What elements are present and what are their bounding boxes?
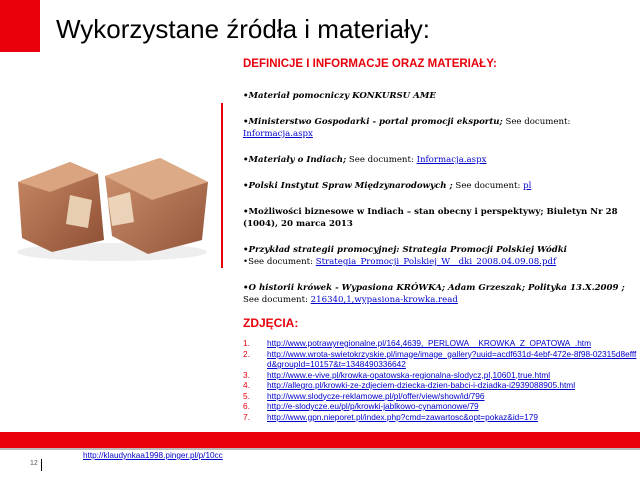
- list-item: [243, 380, 638, 391]
- list-item: [243, 370, 638, 381]
- entry-see-document: See document:: [502, 117, 571, 127]
- entry-text: •Materiał pomocniczy KONKURSU AME: [243, 91, 436, 101]
- entry-link[interactable]: 216340,1,wypasiona-krowka.read: [310, 295, 458, 305]
- page-number: 12: [30, 460, 38, 467]
- source-entry: [243, 206, 638, 230]
- source-entry: [243, 282, 638, 306]
- entry-link[interactable]: pl: [523, 181, 532, 191]
- list-item: [243, 349, 638, 370]
- list-item: [243, 401, 638, 412]
- entry-text: •Polski Instytut Spraw Międzynarodowych ;: [243, 181, 453, 191]
- photo-link[interactable]: http://allegro.pl/krowki-ze-zdjeciem-dziecka-dzien-babci-i-dziadka-i2939088905.html: [267, 380, 576, 390]
- footer-link[interactable]: http://klaudynkaa1998.pinger.pl/p/10cc: [83, 451, 223, 460]
- entry-text: •O historii krówek - Wypasiona KRÓWKA; Adam Grzeszak; Polityka 13.X.2009 ;: [243, 283, 625, 293]
- photo-link[interactable]: http://www.potrawyregionalne.pl/164,4639,_PERLOWA__KROWKA_Z_OPATOWA_.htm: [267, 338, 592, 348]
- entry-link[interactable]: Informacja.aspx: [243, 129, 313, 139]
- list-item: [243, 391, 638, 402]
- entry-see-document: See document:: [452, 181, 524, 191]
- photo-link[interactable]: http://www.e-vive.pl/krowka-opatowska-regionalna-slodycz,pl,10601,true.html: [267, 369, 551, 380]
- entry-link[interactable]: Informacja.aspx: [416, 155, 487, 165]
- entry-link[interactable]: Strategia_Promocji_Polskiej_W__dki_2008.04.09.08.pdf: [315, 257, 557, 267]
- list-number: 3.: [243, 369, 250, 380]
- list-item: [243, 412, 638, 423]
- entry-see-document: See document:: [243, 295, 311, 305]
- photos-title: ZDJĘCIA:: [243, 316, 299, 330]
- photo-link[interactable]: http://www.wrota-swietokrzyskie.pl/image/image_gallery?uuid=acdf631d-4ebf-472e-8f98-02315d8efffd&groupId=10157&t=1348490336642: [267, 348, 637, 369]
- entry-text: •Materiały o Indiach;: [243, 155, 347, 165]
- source-entry: [243, 154, 638, 166]
- list-number: 4.: [243, 380, 250, 390]
- entry-see-document: •See document:: [243, 257, 316, 267]
- vertical-divider: [221, 103, 223, 268]
- entry-text: •Możliwości biznesowe w Indiach – stan obecny i perspektywy; Biuletyn Nr 28 (1004), 20 marca 2013: [243, 207, 618, 229]
- section-title: DEFINICJE I INFORMACJE ORAZ MATERIAŁY:: [243, 58, 497, 70]
- footer-bar: [0, 432, 640, 448]
- source-entry: [243, 116, 638, 140]
- source-entry: [243, 180, 638, 192]
- list-number: 2.: [243, 348, 250, 359]
- entry-text: •Ministerstwo Gospodarki - portal promocji eksportu;: [243, 117, 503, 127]
- photo-link[interactable]: http://www.gpn.nieporet.pl/index.php?cmd=zawartosc&opt=pokaz&id=179: [267, 411, 538, 422]
- entry-text: •Przykład strategii promocyjnej: Strategia Promocji Polskiej Wódki: [243, 245, 567, 255]
- list-item: [243, 338, 638, 349]
- photo-links-list: [243, 338, 638, 422]
- slide-title: Wykorzystane źródła i materiały:: [56, 14, 430, 44]
- candy-photo: [0, 140, 225, 265]
- list-number: 5.: [243, 390, 250, 401]
- list-number: 6.: [243, 401, 250, 411]
- page-number-divider: [41, 459, 42, 471]
- source-entry: [243, 244, 638, 268]
- list-number: 1.: [243, 338, 250, 348]
- list-number: 7.: [243, 411, 250, 422]
- source-entry: [243, 90, 638, 102]
- sources-content: [243, 58, 638, 422]
- entry-see-document: See document:: [346, 155, 417, 165]
- photo-link[interactable]: http://e-slodycze.eu/pl/p/krowki-jablkowo-cynamonowe/79: [267, 401, 479, 411]
- photo-link[interactable]: http://www.slodycze-reklamowe.pl/pl/offer/view/show/id/796: [267, 390, 485, 401]
- red-corner-block: [0, 0, 40, 52]
